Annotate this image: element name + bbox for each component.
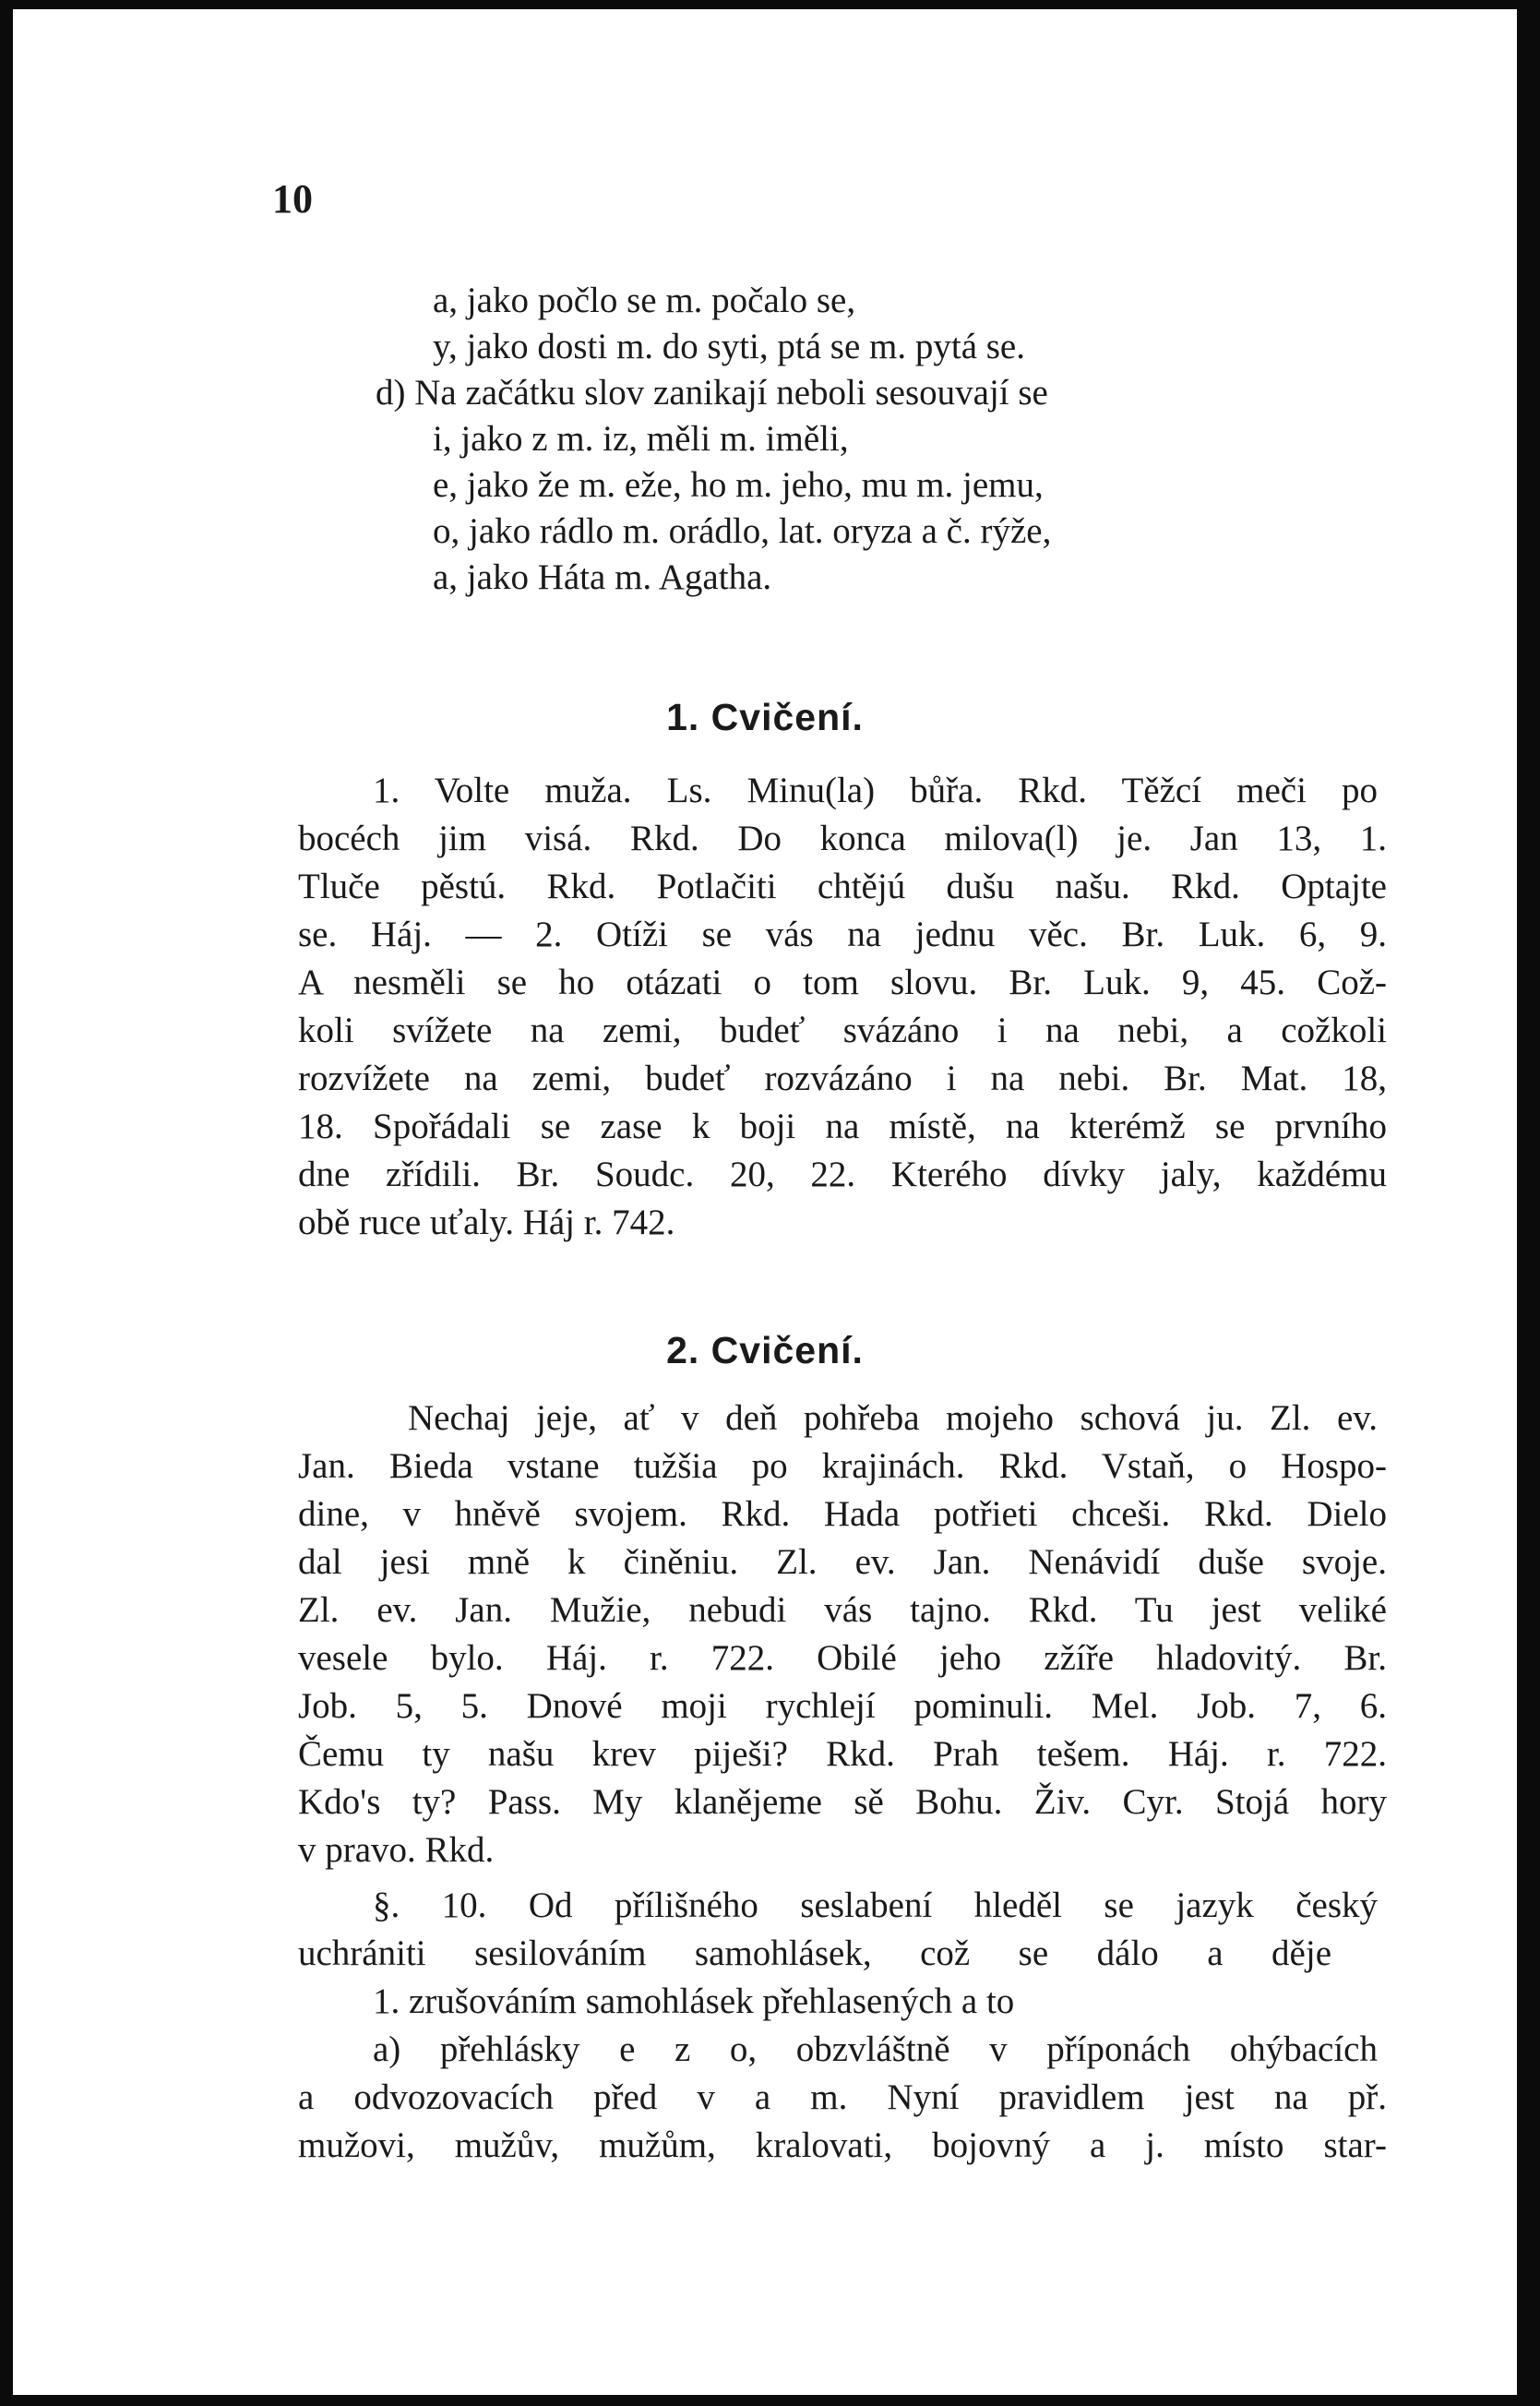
paragraph-line: a odvozovacích před v a m. Nyní pravidlem jest na př. xyxy=(298,2077,1387,2117)
text-line: 18. Spořádali se zase k boji na místě, na kterémž se prvního xyxy=(298,1107,1387,1146)
text-line: Zl. ev. Jan. Mužie, nebudi vás tajno. Rkd. Tu jest veliké xyxy=(298,1590,1387,1630)
paragraph-line: §. 10. Od přílišného seslabení hleděl se jazyk český xyxy=(373,1885,1378,1925)
text-line: se. Háj. — 2. Otíži se vás na jednu věc. Br. Luk. 6, 9. xyxy=(298,915,1387,954)
paragraph-line: a) přehlásky e z o, obzvláštně v příponách ohýbacích xyxy=(373,2029,1378,2069)
list-line: d) Na začátku slov zanikají neboli sesouvají se xyxy=(376,373,1048,413)
text-line: Čemu ty našu krev piješi? Rkd. Prah tešem. Háj. r. 722. xyxy=(298,1734,1387,1774)
text-line: v pravo. Rkd. xyxy=(298,1830,495,1870)
text-line: dne zřídili. Br. Soudc. 20, 22. Kterého dívky jaly, každému xyxy=(298,1155,1387,1194)
list-line: e, jako že m. eže, ho m. jeho, mu m. jemu, xyxy=(433,465,1044,505)
text-line: Kdo's ty? Pass. My klanějeme sě Bohu. Živ. Cyr. Stojá hory xyxy=(298,1782,1387,1822)
text-line: bocéch jim visá. Rkd. Do konca milova(l) je. Jan 13, 1. xyxy=(298,819,1387,858)
text-line: A nesměli se ho otázati o tom slovu. Br. Luk. 9, 45. Což- xyxy=(298,963,1387,1002)
text-line: Tluče pěstú. Rkd. Potlačiti chtějú dušu našu. Rkd. Optajte xyxy=(298,867,1387,906)
text-line: 1. Volte muža. Ls. Minu(la) bůřa. Rkd. Těžcí meči po xyxy=(373,771,1378,810)
section-heading: 1. Cvičení. xyxy=(666,696,864,738)
text-line: rozvížete na zemi, budeť rozvázáno i na nebi. Br. Mat. 18, xyxy=(298,1059,1387,1098)
paragraph-line: 1. zrušováním samohlásek přehlasených a to xyxy=(373,1981,1015,2021)
text-line: dine, v hněvě svojem. Rkd. Hada potřieti chceši. Rkd. Dielo xyxy=(298,1494,1387,1534)
text-line: koli svížete na zemi, budeť svázáno i na nebi, a cožkoli xyxy=(298,1011,1387,1050)
text-line: Nechaj jeje, ať v deň pohřeba mojeho schová ju. Zl. ev. xyxy=(408,1398,1378,1438)
list-line: a, jako Háta m. Agatha. xyxy=(433,557,772,597)
text-line: Job. 5, 5. Dnové moji rychlejí pominuli. Mel. Job. 7, 6. xyxy=(298,1686,1387,1726)
text-line: dal jesi mně k činěniu. Zl. ev. Jan. Nenávidí duše svoje. xyxy=(298,1542,1387,1582)
section-heading: 2. Cvičení. xyxy=(666,1329,864,1371)
page-number: 10 xyxy=(272,176,313,221)
text-line: vesele bylo. Háj. r. 722. Obilé jeho zžíře hladovitý. Br. xyxy=(298,1638,1387,1678)
list-line: o, jako rádlo m. orádlo, lat. oryza a č. rýže, xyxy=(433,511,1052,551)
text-line: Jan. Bieda vstane tužšia po krajinách. Rkd. Vstaň, o Hospo- xyxy=(298,1446,1387,1486)
list-line: i, jako z m. iz, měli m. iměli, xyxy=(433,419,849,459)
list-line: y, jako dosti m. do syti, ptá se m. pytá se. xyxy=(433,327,1025,366)
list-line: a, jako počlo se m. počalo se, xyxy=(433,281,856,320)
book-page xyxy=(13,9,1517,2395)
text-line: obě ruce uťaly. Háj r. 742. xyxy=(298,1203,675,1242)
paragraph-line: uchrániti sesilováním samohlásek, což se dálo a děje xyxy=(298,1933,1331,1973)
paragraph-line: mužovi, mužův, mužům, kralovati, bojovný a j. místo star- xyxy=(298,2125,1387,2165)
